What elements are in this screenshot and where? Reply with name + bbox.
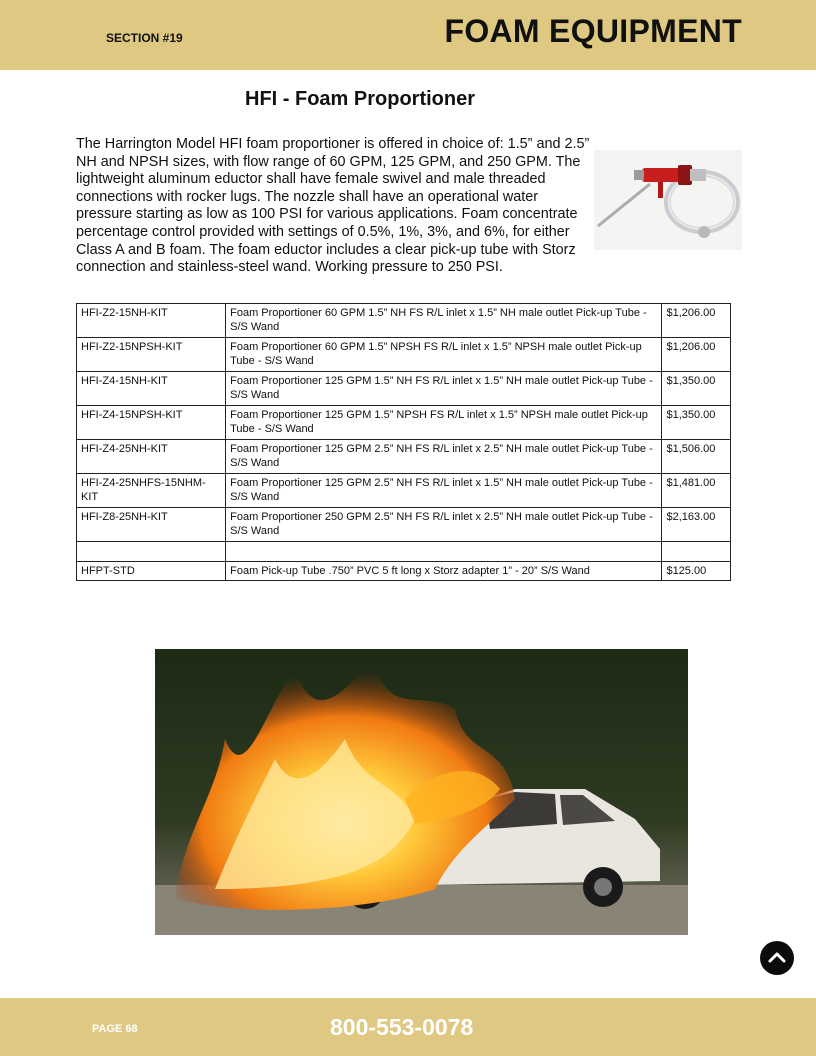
product-code: HFPT-STD	[77, 562, 226, 581]
product-description: Foam Proportioner 125 GPM 1.5” NPSH FS R/L inlet x 1.5” NPSH male outlet Pick-up Tube - S/S Wand	[226, 406, 662, 440]
table-row	[77, 474, 731, 508]
empty-cell	[77, 542, 226, 562]
car-fire-photo	[155, 649, 688, 935]
product-description: Foam Pick-up Tube .750” PVC 5 ft long x Storz adapter 1” - 20” S/S Wand	[226, 562, 662, 581]
section-label: SECTION #19	[106, 31, 183, 45]
product-price: $1,206.00	[662, 304, 731, 338]
page-number: PAGE 68	[92, 1023, 138, 1035]
product-description: Foam Proportioner 125 GPM 1.5” NH FS R/L inlet x 1.5” NH male outlet Pick-up Tube - S/S Wand	[226, 372, 662, 406]
intro-paragraph: The Harrington Model HFI foam proportioner is offered in choice of: 1.5” and 2.5” NH and NPSH sizes, with flow range of 60 GPM, 125 GPM, and 250 GPM. The lightweight aluminum eductor shall have female swivel and male threaded connections with rocker lugs. The nozzle shall have an operational water pressure starting as low as 100 PSI for various applications. Foam concentrate percentage control provided with settings of 0.5%, 1%, 3%, and 6%, for either Class A and B foam. The foam eductor includes a clear pick-up tube with Storz connection and stainless-steel wand. Working pressure to 250 PSI.	[76, 136, 590, 276]
product-price: $125.00	[662, 562, 731, 581]
header-title: FOAM EQUIPMENT	[444, 13, 742, 49]
product-code: HFI-Z8-25NH-KIT	[77, 508, 226, 542]
product-price: $1,350.00	[662, 406, 731, 440]
table-row	[77, 304, 731, 338]
phone-number: 800-553-0078	[330, 1014, 474, 1040]
scroll-top-button[interactable]	[760, 941, 794, 975]
table-row	[77, 562, 731, 581]
table-row	[77, 440, 731, 474]
product-price: $1,506.00	[662, 440, 731, 474]
product-description: Foam Proportioner 125 GPM 2.5” NH FS R/L inlet x 2.5” NH male outlet Pick-up Tube - S/S Wand	[226, 440, 662, 474]
product-price: $2,163.00	[662, 508, 731, 542]
product-price: $1,481.00	[662, 474, 731, 508]
chevron-up-icon	[767, 948, 787, 968]
price-table	[76, 303, 731, 581]
product-price: $1,350.00	[662, 372, 731, 406]
table-row	[77, 372, 731, 406]
product-description: Foam Proportioner 60 GPM 1.5” NH FS R/L inlet x 1.5” NH male outlet Pick-up Tube - S/S Wand	[226, 304, 662, 338]
product-description: Foam Proportioner 60 GPM 1.5” NPSH FS R/L inlet x 1.5” NPSH male outlet Pick-up Tube - S/S Wand	[226, 338, 662, 372]
product-code: HFI-Z4-15NPSH-KIT	[77, 406, 226, 440]
product-code: HFI-Z4-15NH-KIT	[77, 372, 226, 406]
product-code: HFI-Z4-25NH-KIT	[77, 440, 226, 474]
page-title: HFI - Foam Proportioner	[245, 88, 475, 110]
product-description: Foam Proportioner 125 GPM 2.5” NH FS R/L inlet x 1.5” NH male outlet Pick-up Tube - S/S Wand	[226, 474, 662, 508]
product-description: Foam Proportioner 250 GPM 2.5” NH FS R/L inlet x 2.5” NH male outlet Pick-up Tube - S/S Wand	[226, 508, 662, 542]
page-footer	[0, 998, 816, 1056]
page-header	[0, 0, 816, 70]
product-price: $1,206.00	[662, 338, 731, 372]
product-code: HFI-Z2-15NPSH-KIT	[77, 338, 226, 372]
product-code: HFI-Z2-15NH-KIT	[77, 304, 226, 338]
foam-proportioner-image	[594, 150, 742, 250]
table-row	[77, 406, 731, 440]
table-row	[77, 508, 731, 542]
empty-cell	[226, 542, 662, 562]
product-code: HFI-Z4-25NHFS-15NHM-KIT	[77, 474, 226, 508]
empty-cell	[662, 542, 731, 562]
table-row	[77, 338, 731, 372]
table-row-empty	[77, 542, 731, 562]
